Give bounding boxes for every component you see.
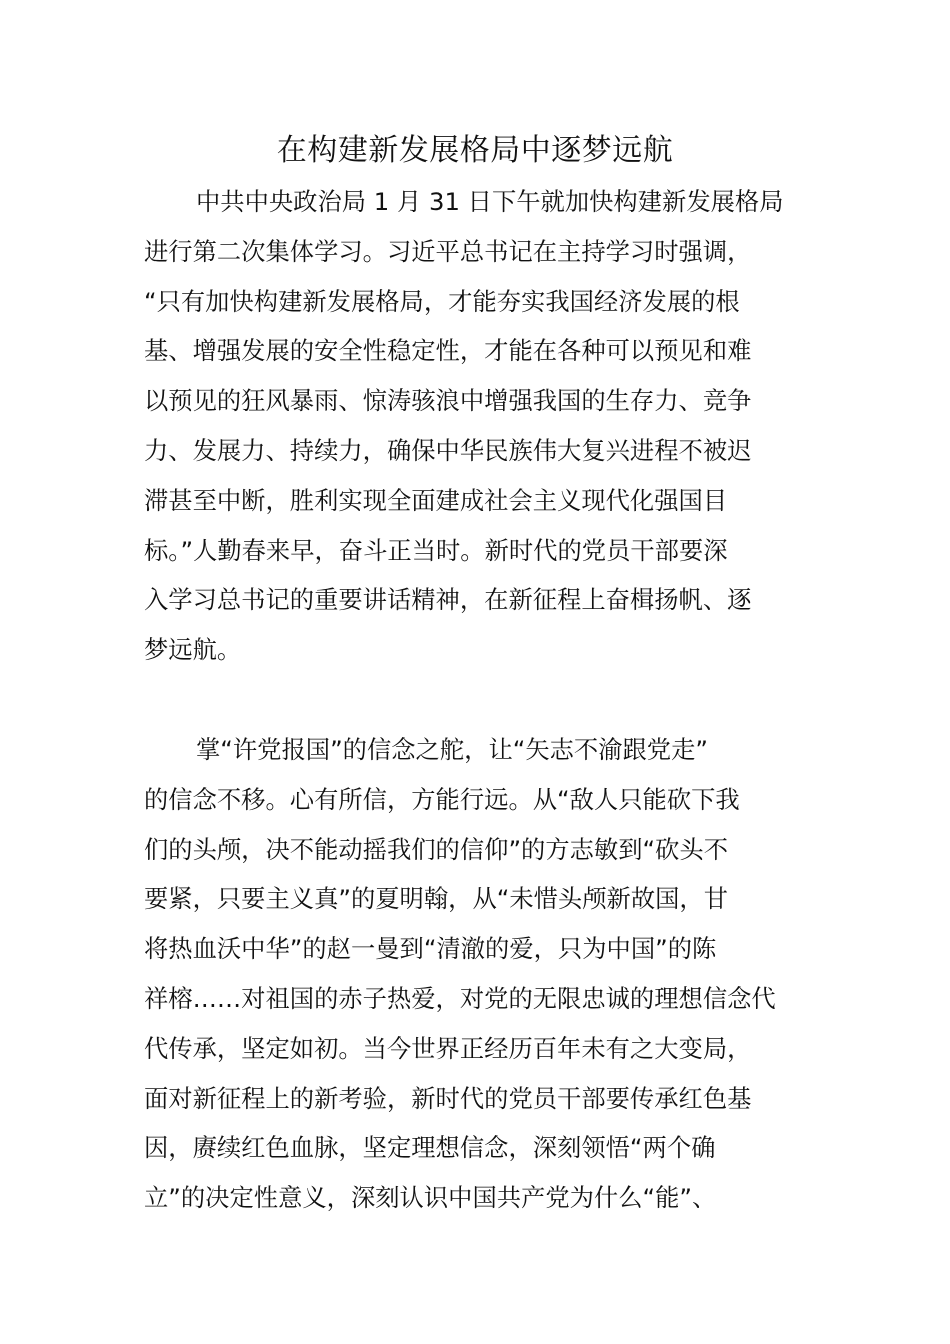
paragraph-line: 掌“许党报国”的信念之舵，让“矢志不渝跟党走”	[196, 735, 708, 764]
paragraph-line: 入学习总书记的重要讲话精神，在新征程上奋楫扬帆、逐	[144, 585, 752, 615]
paragraph-line: 祥榕……对祖国的赤子热爱，对党的无限忠诚的理想信念代	[144, 983, 776, 1013]
paragraph-1	[144, 177, 808, 675]
paragraph-line: 代传承，坚定如初。当今世界正经历百年未有之大变局，	[144, 1033, 752, 1063]
paragraph-line: 力、发展力、持续力，确保中华民族伟大复兴进程不被迟	[144, 435, 752, 465]
paragraph-line: 的信念不移。心有所信，方能行远。从“敌人只能砍下我	[144, 784, 740, 814]
document-title: 在构建新发展格局中逐梦远航	[276, 133, 674, 168]
paragraph-line: 们的头颅，决不能动摇我们的信仰”的方志敏到“砍头不	[144, 834, 729, 864]
paragraph-line: 滞甚至中断，胜利实现全面建成社会主义现代化强国目	[144, 485, 728, 515]
paragraph-line: “只有加快构建新发展格局，才能夯实我国经济发展的根	[144, 286, 740, 316]
paragraph-line: 进行第二次集体学习。习近平总书记在主持学习时强调，	[144, 236, 752, 266]
paragraph-line: 中共中央政治局 1 月 31 日下午就加快构建新发展格局	[196, 187, 784, 216]
paragraph-line: 将热血沃中华”的赵一曼到“清澈的爱，只为中国”的陈	[144, 934, 717, 964]
paragraph-2	[144, 725, 808, 1223]
paragraph-line: 标。”人勤春来早，奋斗正当时。新时代的党员干部要深	[144, 535, 728, 565]
paragraph-line: 梦远航。	[144, 635, 242, 665]
paragraph-line: 以预见的狂风暴雨、惊涛骇浪中增强我国的生存力、竞争	[144, 386, 752, 416]
paragraph-line: 立”的决定性意义，深刻认识中国共产党为什么“能”、	[144, 1183, 717, 1213]
paragraph-line: 因，赓续红色血脉，坚定理想信念，深刻领悟“两个确	[144, 1133, 716, 1163]
paragraph-line: 基、增强发展的安全性稳定性，才能在各种可以预见和难	[144, 336, 752, 366]
paragraph-line: 要紧，只要主义真”的夏明翰，从“未惜头颅新故国，甘	[144, 884, 729, 914]
paragraph-line: 面对新征程上的新考验，新时代的党员干部要传承红色基	[144, 1083, 752, 1113]
